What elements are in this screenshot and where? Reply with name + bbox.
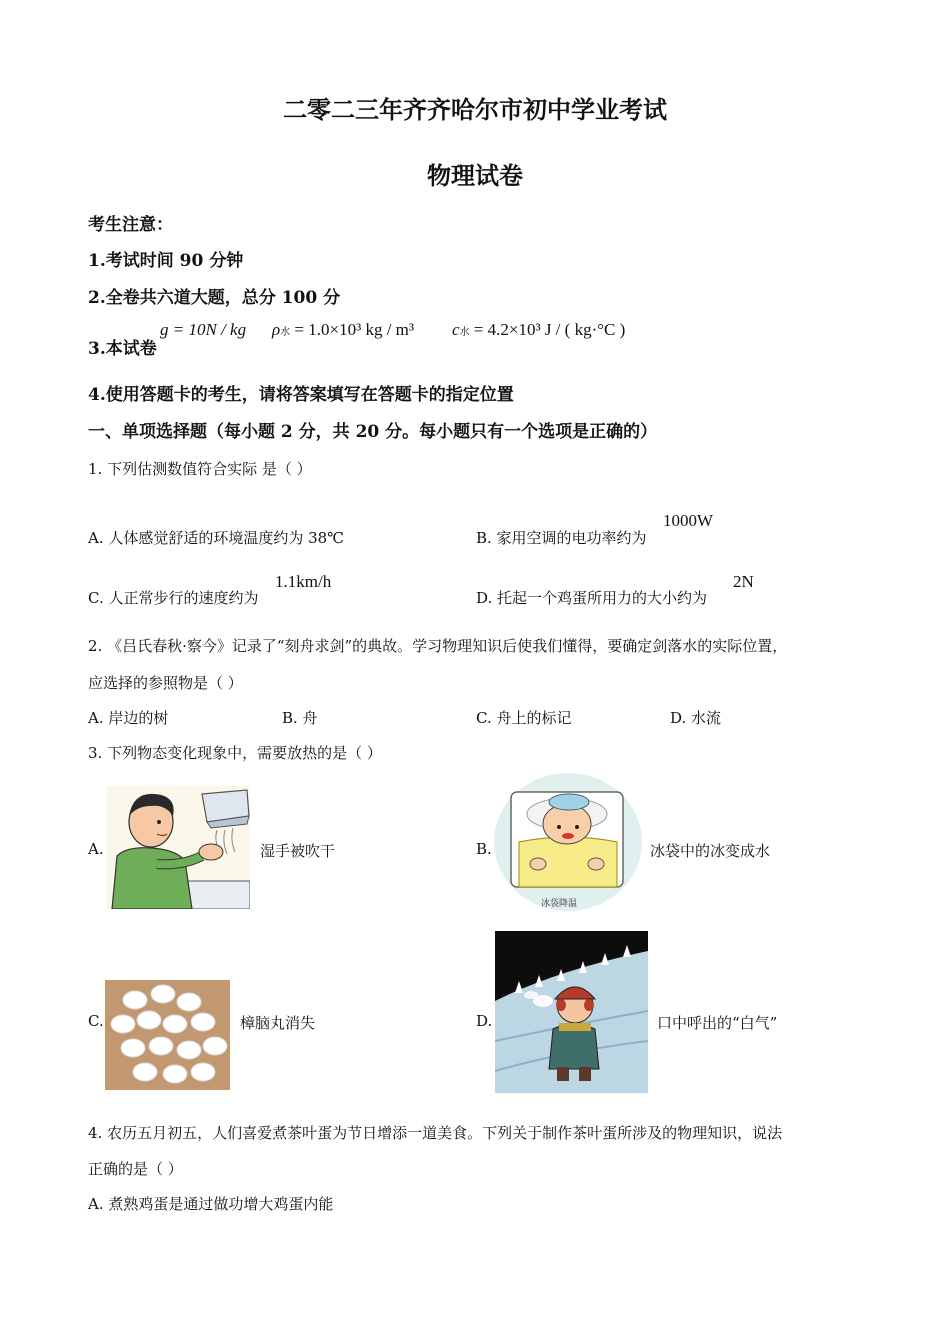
notice-item-3: 3.本试卷 bbox=[88, 339, 157, 359]
q2-option-c: C. 舟上的标记 bbox=[476, 709, 572, 727]
constant-g: g = 10N / kg bbox=[160, 320, 247, 339]
q3-option-c-text: 樟脑丸消失 bbox=[240, 1014, 316, 1032]
q4-stem-line-1: 4. 农历五月初五，人们喜爱煮茶叶蛋为节日增添一道美食。下列关于制作茶叶蛋所涉及的物理知识，说法 bbox=[88, 1124, 783, 1142]
q3-option-a-label: A. bbox=[88, 840, 104, 858]
constant-c-water: c水 = 4.2×10³ J / ( kg·°C ) bbox=[452, 320, 626, 339]
notice-item-4: 4.使用答题卡的考生，请将答案填写在答题卡的指定位置 bbox=[88, 385, 514, 405]
q1-stem: 1. 下列估测数值符合实际 是（ ） bbox=[88, 460, 312, 478]
q4-option-a: A. 煮熟鸡蛋是通过做功增大鸡蛋内能 bbox=[88, 1195, 334, 1213]
q1-option-a: A. 人体感觉舒适的环境温度约为 38℃ bbox=[88, 529, 345, 547]
notice-item-2: 2.全卷共六道大题，总分 100 分 bbox=[88, 288, 341, 308]
q2-option-a: A. 岸边的树 bbox=[88, 709, 169, 727]
q3-option-d-text: 口中呼出的“白气” bbox=[657, 1014, 778, 1032]
notice-heading: 考生注意： bbox=[88, 215, 173, 235]
mothballs-image bbox=[105, 980, 230, 1090]
q1-option-b-value: 1000W bbox=[663, 511, 714, 530]
q2-stem-line-2: 应选择的参照物是（ ） bbox=[88, 674, 243, 692]
q4-stem-line-2: 正确的是（ ） bbox=[88, 1160, 183, 1178]
q3-option-a-text: 湿手被吹干 bbox=[260, 842, 336, 860]
ice-pack-image bbox=[493, 772, 643, 912]
q2-stem-line-1: 2. 《吕氏春秋·察今》记录了“刻舟求剑”的典故。学习物理知识后使我们懂得，要确定剑落水的实际位置， bbox=[88, 637, 788, 655]
q3-option-b-label: B. bbox=[476, 840, 492, 858]
q2-option-d: D. 水流 bbox=[670, 709, 722, 727]
q1-option-d: D. 托起一个鸡蛋所用力的大小约为 bbox=[476, 589, 708, 607]
q1-option-c-value: 1.1km/h bbox=[275, 572, 332, 591]
q1-option-b: B. 家用空调的电功率约为 bbox=[476, 529, 647, 547]
exam-subtitle: 物理试卷 bbox=[427, 161, 523, 190]
hand-dryer-image bbox=[107, 786, 250, 909]
q3-stem: 3. 下列物态变化现象中，需要放热的是（ ） bbox=[88, 744, 382, 762]
notice-item-1: 1.考试时间 90 分钟 bbox=[88, 251, 244, 271]
constant-rho-water: ρ水 = 1.0×10³ kg / m³ bbox=[272, 320, 414, 339]
exam-title: 二零二三年齐齐哈尔市初中学业考试 bbox=[283, 95, 667, 124]
q1-option-c: C. 人正常步行的速度约为 bbox=[88, 589, 259, 607]
ice-pack-caption: 冰袋降温 bbox=[541, 899, 578, 909]
white-breath-image bbox=[495, 931, 648, 1093]
q3-option-d-label: D. bbox=[476, 1012, 493, 1030]
q3-option-c-label: C. bbox=[88, 1012, 104, 1030]
q3-option-b-text: 冰袋中的冰变成水 bbox=[650, 842, 771, 860]
q1-option-d-value: 2N bbox=[733, 572, 754, 591]
section-1-heading: 一、单项选择题（每小题 2 分，共 20 分。每小题只有一个选项是正确的） bbox=[88, 422, 658, 442]
q2-option-b: B. 舟 bbox=[282, 709, 318, 727]
